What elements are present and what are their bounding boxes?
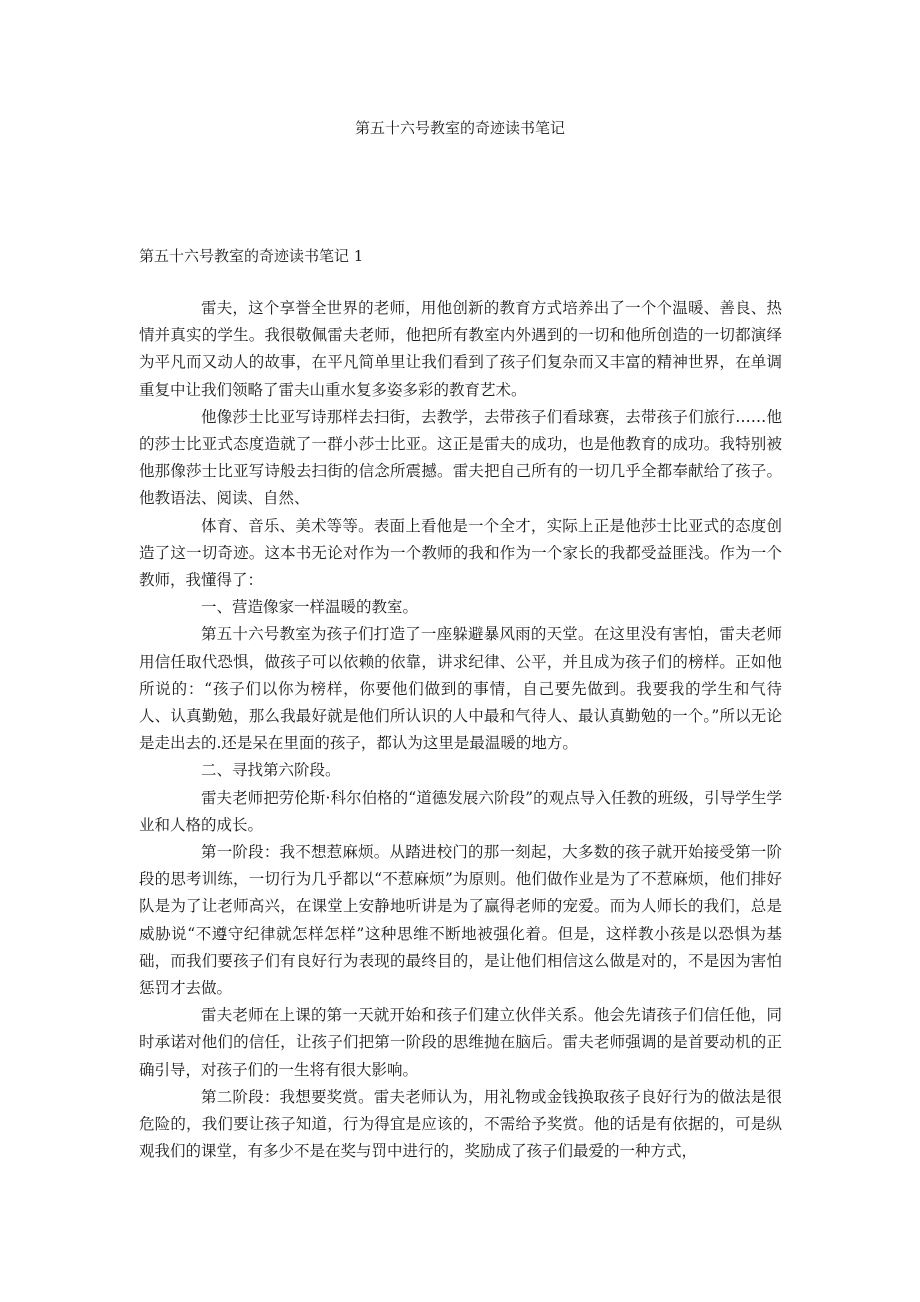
- paragraph: 雷夫老师在上课的第一天就开始和孩子们建立伙伴关系。他会先请孩子们信任他，同时承诺对他们的信任，让孩子们把第一阶段的思维抛在脑后。雷夫老师强调的是首要动机的正确引导，对孩子们的一生将有很大影响。: [139, 1006, 782, 1079]
- paragraph: 雷夫，这个享誉全世界的老师，用他创新的教育方式培养出了一个个温暖、善良、热情并真实的学生。我很敬佩雷夫老师，他把所有教室内外遇到的一切和他所创造的一切都演绎为平凡而又动人的故事，在平凡简单里让我们看到了孩子们复杂而又丰富的精神世界，在单调重复中让我们领略了雷夫山重水复多姿多彩的教育艺术。: [139, 299, 782, 399]
- document-body: [139, 295, 782, 1166]
- paragraph: 第一阶段：我不想惹麻烦。从踏进校门的那一刻起，大多数的孩子就开始接受第一阶段的思考训练，一切行为几乎都以“不惹麻烦”为原则。他们做作业是为了不惹麻烦，他们排好队是为了让老师高兴，在课堂上安静地听讲是为了赢得老师的宠爱。而为人师长的我们，总是威胁说“不遵守纪律就怎样怎样”这种思维不断地被强化着。但是，这样教小孩是以恐惧为基础，而我们要孩子们有良好行为表现的最终目的，是让他们相信这么做是对的，不是因为害怕惩罚才去做。: [139, 843, 782, 998]
- document-title: 第五十六号教室的奇迹读书笔记: [354, 119, 565, 137]
- paragraph: 二、寻找第六阶段。: [201, 761, 341, 780]
- section-heading: 第五十六号教室的奇迹读书笔记 1: [139, 247, 364, 265]
- paragraph: 一、营造像家一样温暖的教室。: [201, 598, 419, 617]
- paragraph: 第二阶段：我想要奖赏。雷夫老师认为，用礼物或金钱换取孩子良好行为的做法是很危险的，我们要让孩子知道，行为得宜是应该的，不需给予奖赏。他的话是有依据的，可是纵观我们的课堂，有多少不是在奖与罚中进行的，奖励成了孩子们最爱的一种方式，: [139, 1087, 782, 1161]
- paragraph: 雷夫老师把劳伦斯·科尔伯格的“道德发展六阶段”的观点导入任教的班级，引导学生学业和人格的成长。: [139, 788, 782, 834]
- paragraph: 第五十六号教室为孩子们打造了一座躲避暴风雨的天堂。在这里没有害怕，雷夫老师用信任取代恐惧，做孩子可以依赖的依靠，讲求纪律、公平，并且成为孩子们的榜样。正如他所说的：“孩子们以你为榜样，你要他们做到的事情，自己要先做到。我要我的学生和气待人、认真勤勉，那么我最好就是他们所认识的人中最和气待人、最认真勤勉的一个。”所以无论是走出去的.还是呆在里面的孩子，都认为这里是最温暖的地方。: [139, 625, 782, 753]
- paragraph: 体育、音乐、美术等等。表面上看他是一个全才，实际上正是他莎士比亚式的态度创造了这一切奇迹。这本书无论对作为一个教师的我和作为一个家长的我都受益匪浅。作为一个教师，我懂得了：: [139, 516, 782, 590]
- paragraph: 他像莎士比亚写诗那样去扫街，去教学，去带孩子们看球赛，去带孩子们旅行……他的莎士比亚式态度造就了一群小莎士比亚。这正是雷夫的成功，也是他教育的成功。我特别被他那像莎士比亚写诗般去扫街的信念所震撼。雷夫把自己所有的一切几乎全都奉献给了孩子。他教语法、阅读、自然、: [139, 407, 782, 508]
